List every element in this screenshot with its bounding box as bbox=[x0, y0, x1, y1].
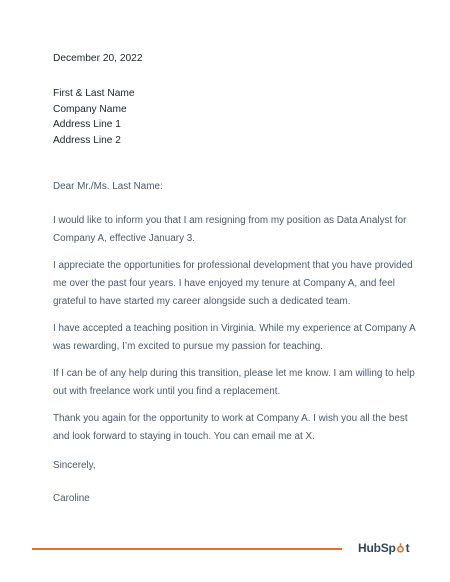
closing: Sincerely, bbox=[53, 460, 96, 471]
recipient-address-line-2: Address Line 2 bbox=[53, 134, 121, 146]
signer-name: Caroline bbox=[53, 493, 90, 504]
hubspot-logo bbox=[358, 541, 409, 555]
salutation: Dear Mr./Ms. Last Name: bbox=[53, 181, 163, 192]
logo-text-left: HubSp bbox=[358, 541, 396, 555]
recipient-name: First & Last Name bbox=[53, 88, 135, 99]
recipient-address-line-1: Address Line 1 bbox=[53, 119, 121, 130]
recipient-company: Company Name bbox=[53, 103, 127, 115]
footer-rule bbox=[32, 548, 342, 550]
recipient-address bbox=[53, 86, 423, 148]
paragraph-transition-help: If I can be of any help during this transition, please let me know. I am willing to help out with freelance work until you find a replacement. bbox=[53, 368, 415, 397]
sprocket-icon bbox=[396, 543, 405, 553]
paragraph-appreciation: I appreciate the opportunities for professional development that you have provided me over the past four years. I have enjoyed my tenure at Company A, and feel grateful to have started my career alongside such a dedicated team. bbox=[53, 260, 413, 307]
logo-text-right: t bbox=[405, 541, 410, 555]
paragraph-thanks: Thank you again for the opportunity to work at Company A. I wish you all the best and look forward to staying in touch. You can email me at X. bbox=[53, 413, 408, 442]
paragraph-new-position: I have accepted a teaching position in Virginia. While my experience at Company A was rewarding, I’m excited to pursue my passion for teaching. bbox=[53, 323, 416, 352]
letter-date: December 20, 2022 bbox=[53, 53, 143, 64]
paragraph-resignation: I would like to inform you that I am resigning from my position as Data Analyst for Company A, effective January 3. bbox=[53, 215, 407, 244]
